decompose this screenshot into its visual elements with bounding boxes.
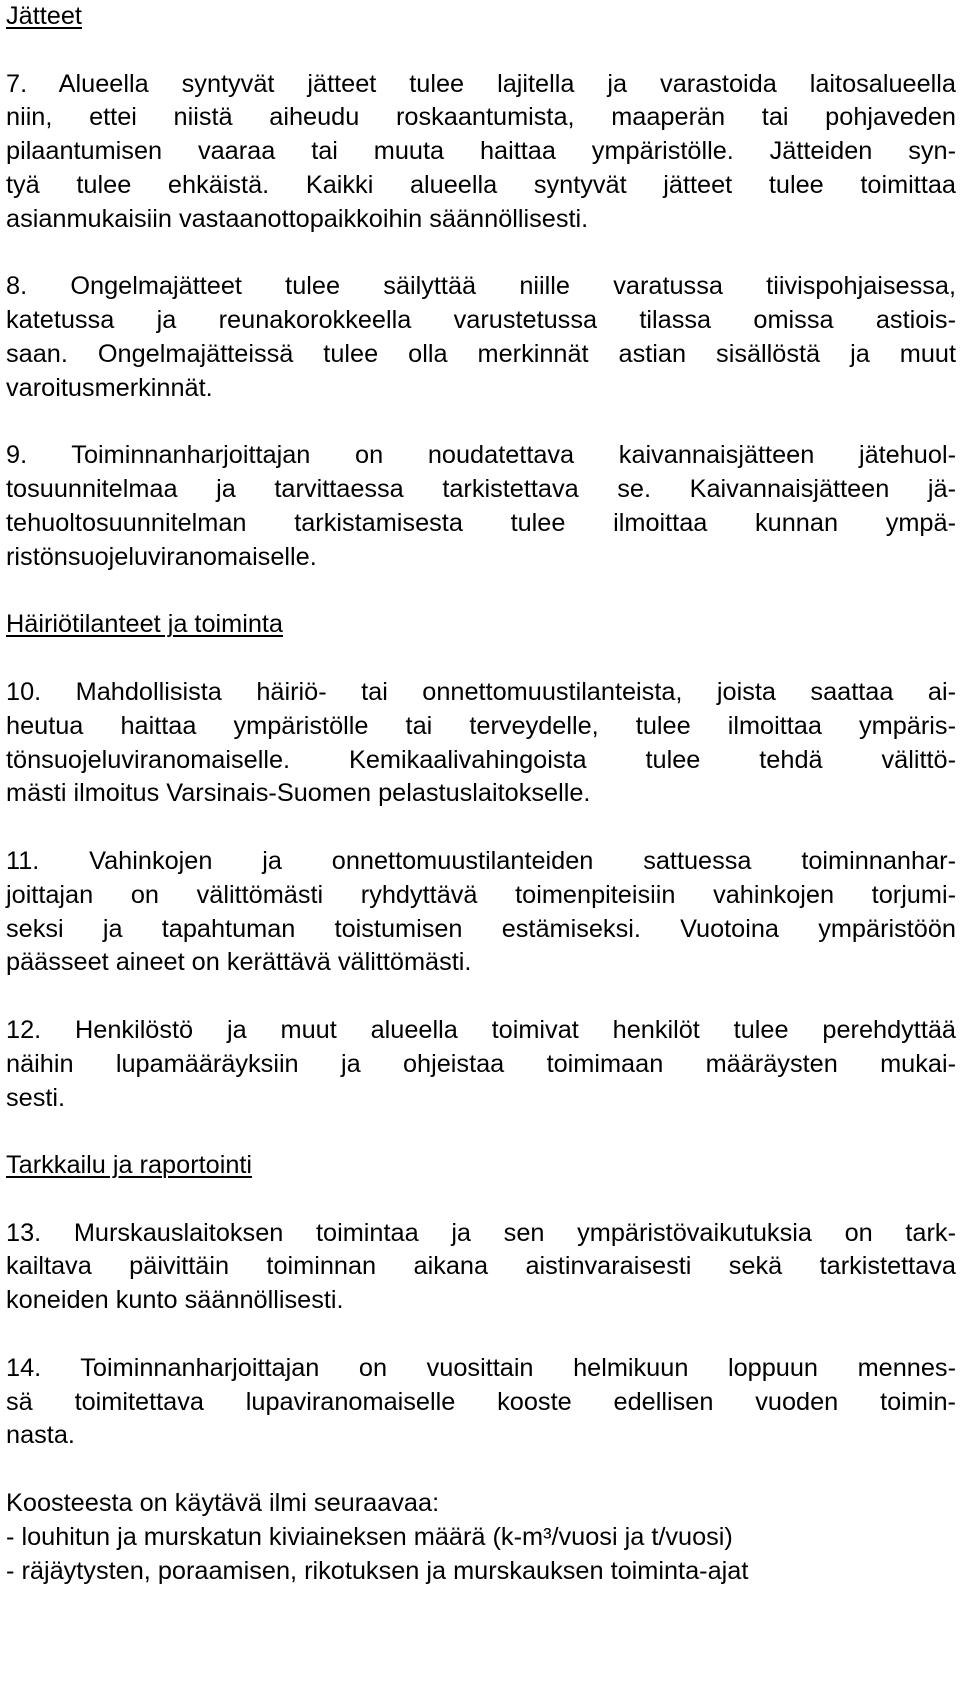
kooste-list [6,1487,956,1588]
paragraph-line: näihin lupamääräyksiin ja ohjeistaa toimimaan määräysten mukai- [6,1049,956,1078]
paragraph-line: tosuunnitelmaa ja tarvittaessa tarkistettava se. Kaivannaisjätteen jä- [6,475,956,504]
section-heading-row [6,1149,956,1183]
spacer [6,1318,956,1352]
list-item: - räjäytysten, poraamisen, rikotuksen ja murskauksen toiminta-ajat [6,1556,749,1585]
paragraph-8 [6,270,956,405]
spacer [6,34,956,68]
spacer [6,642,956,676]
paragraph-line: päässeet aineet on kerättävä välittömästi. [6,948,472,977]
paragraph-11 [6,845,956,980]
paragraph-line: 7. Alueella syntyvät jätteet tulee lajitella ja varastoida laitosalueella [6,69,956,98]
paragraph-line: nasta. [6,1421,75,1450]
paragraph-line: heutua haittaa ympäristölle tai terveydelle, tulee ilmoittaa ympäris- [6,711,956,740]
paragraph-line: 8. Ongelmajätteet tulee säilyttää niille varatussa tiivispohjaisessa, [6,272,956,301]
paragraph-line: tehuoltosuunnitelman tarkistamisesta tulee ilmoittaa kunnan ympä- [6,508,956,537]
paragraph-line: joittajan on välittömästi ryhdyttävä toimenpiteisiin vahinkojen torjumi- [6,880,956,909]
list-intro: Koosteesta on käytävä ilmi seuraavaa: [6,1489,440,1518]
paragraph-9 [6,439,956,574]
paragraph-line: sesti. [6,1083,66,1112]
paragraph-line: 9. Toiminnanharjoittajan on noudatettava kaivannaisjätteen jätehuol- [6,441,956,470]
paragraph-13 [6,1217,956,1318]
section-tarkkailu [6,1149,956,1588]
paragraph-line: ristönsuojeluviranomaiselle. [6,542,317,571]
paragraph-line: asianmukaisiin vastaanottopaikkoihin säännöllisesti. [6,204,589,233]
spacer [6,980,956,1014]
section-heading-row [6,0,956,34]
paragraph-10 [6,676,956,811]
list-item: - louhitun ja murskatun kiviaineksen määrä (k-m³/vuosi ja t/vuosi) [6,1522,733,1551]
paragraph-line: sä toimitettava lupaviranomaiselle kooste edellisen vuoden toimin- [6,1387,956,1416]
paragraph-line: pilaantumisen vaaraa tai muuta haittaa ympäristölle. Jätteiden syn- [6,137,956,166]
section-heading-hairiotilanteet: Häiriötilanteet ja toiminta [6,610,283,639]
paragraph-line: katetussa ja reunakorokkeella varustetussa tilassa omissa astiois- [6,306,956,335]
spacer [6,811,956,845]
paragraph-line: kailtava päivittäin toiminnan aikana aistinvaraisesti sekä tarkistettava [6,1252,956,1281]
spacer [6,575,956,609]
section-jatteet [6,0,956,608]
paragraph-line: varoitusmerkinnät. [6,373,213,402]
section-heading-row [6,608,956,642]
paragraph-line: 12. Henkilöstö ja muut alueella toimivat henkilöt tulee perehdyttää [6,1015,956,1044]
spacer [6,1453,956,1487]
paragraph-line: 11. Vahinkojen ja onnettomuustilanteiden sattuessa toiminnanhar- [6,846,956,875]
paragraph-line: 13. Murskauslaitoksen toimintaa ja sen ympäristövaikutuksia on tark- [6,1218,956,1247]
spacer [6,237,956,271]
paragraph-line: niin, ettei niistä aiheudu roskaantumista, maaperän tai pohjaveden [6,103,956,132]
paragraph-12 [6,1014,956,1115]
paragraph-14 [6,1352,956,1453]
paragraph-line: saan. Ongelmajätteissä tulee olla merkinnät astian sisällöstä ja muut [6,339,956,368]
spacer [6,406,956,440]
paragraph-line: tyä tulee ehkäistä. Kaikki alueella syntyvät jätteet tulee toimittaa [6,170,956,199]
spacer [6,1183,956,1217]
paragraph-line: seksi ja tapahtuman toistumisen estämiseksi. Vuotoina ympäristöön [6,914,956,943]
paragraph-7 [6,68,956,237]
paragraph-line: 14. Toiminnanharjoittajan on vuosittain helmikuun loppuun mennes- [6,1353,956,1382]
section-hairiotilanteet [6,608,956,1149]
section-heading-tarkkailu: Tarkkailu ja raportointi [6,1151,253,1180]
paragraph-line: tönsuojeluviranomaiselle. Kemikaalivahingoista tulee tehdä välittö- [6,745,956,774]
section-heading-jatteet: Jätteet [6,2,82,30]
paragraph-line: koneiden kunto säännöllisesti. [6,1286,344,1315]
paragraph-line: 10. Mahdollisista häiriö- tai onnettomuustilanteista, joista saattaa ai- [6,677,956,706]
spacer [6,1115,956,1149]
paragraph-line: mästi ilmoitus Varsinais-Suomen pelastuslaitokselle. [6,779,591,808]
